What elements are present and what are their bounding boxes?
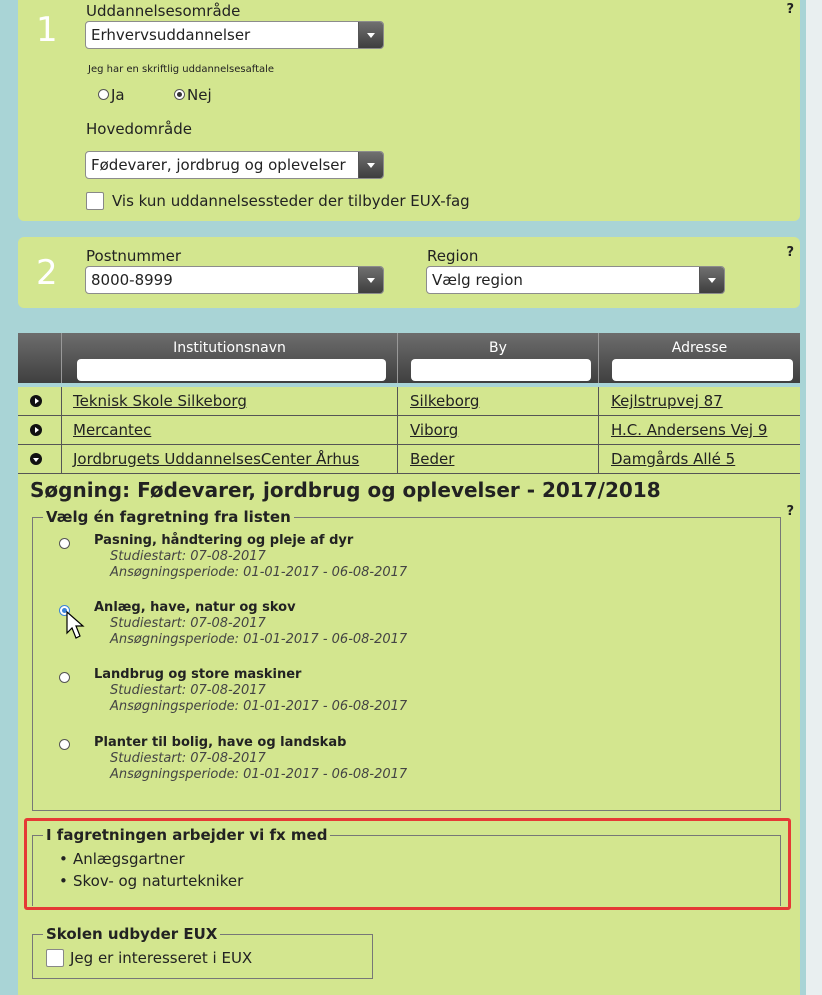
table-row[interactable] — [18, 416, 800, 445]
step1-panel — [18, 0, 800, 221]
table-row[interactable] — [18, 445, 800, 474]
column-divider — [598, 445, 599, 473]
option-start-3: Studiestart: 07-08-2017 — [110, 683, 266, 698]
step-number-2: 2 — [36, 253, 58, 293]
column-divider — [397, 387, 398, 415]
column-header-name[interactable]: Institutionsnavn — [173, 340, 286, 356]
search-title: Søgning: Fødevarer, jordbrug og oplevelser - 2017/2018 — [30, 478, 661, 502]
city-link[interactable]: Viborg — [410, 421, 459, 439]
work-item-1: • Anlægsgartner — [73, 850, 185, 868]
option-start-4: Studiestart: 07-08-2017 — [110, 751, 266, 766]
radio-yes-label[interactable]: Ja — [111, 86, 125, 104]
option-title-4[interactable]: Planter til bolig, have og landskab — [94, 735, 347, 750]
postal-label: Postnummer — [86, 247, 182, 265]
institution-name-link[interactable]: Teknisk Skole Silkeborg — [73, 392, 247, 410]
main-area-select-value: Fødevarer, jordbrug og oplevelser — [91, 156, 346, 174]
institution-name-link[interactable]: Jordbrugets UddannelsesCenter Århus — [73, 450, 360, 468]
cursor-icon — [66, 611, 88, 641]
help-icon[interactable]: ? — [786, 245, 794, 260]
option-title-3[interactable]: Landbrug og store maskiner — [94, 667, 302, 682]
table-row[interactable] — [18, 387, 800, 416]
work-item-2: • Skov- og naturtekniker — [73, 872, 243, 890]
area-select-value: Erhvervsuddannelser — [91, 26, 251, 44]
expand-row-icon[interactable] — [30, 395, 42, 407]
option-radio-1[interactable] — [59, 538, 70, 549]
address-link[interactable]: H.C. Andersens Vej 9 — [611, 421, 768, 439]
option-period-1: Ansøgningsperiode: 01-01-2017 - 06-08-2017 — [110, 565, 408, 580]
option-period-4: Ansøgningsperiode: 01-01-2017 - 06-08-2017 — [110, 767, 408, 782]
search-panel — [18, 474, 800, 995]
option-radio-4[interactable] — [59, 739, 70, 750]
city-link[interactable]: Beder — [410, 450, 455, 468]
eux-legend: Skolen udbyder EUX — [43, 925, 220, 943]
main-area-label: Hovedområde — [86, 120, 192, 138]
column-divider — [61, 416, 62, 444]
column-divider — [598, 416, 599, 444]
city-link[interactable]: Silkeborg — [410, 392, 480, 410]
column-divider — [61, 445, 62, 473]
column-header-city[interactable]: By — [489, 340, 507, 356]
chevron-down-icon — [358, 152, 383, 178]
page-edge — [806, 0, 822, 995]
option-title-1[interactable]: Pasning, håndtering og pleje af dyr — [94, 533, 354, 548]
main-area-select[interactable] — [85, 151, 384, 179]
column-divider — [61, 387, 62, 415]
eux-only-label[interactable]: Vis kun uddannelsessteder der tilbyder EUX-fag — [112, 192, 470, 210]
chevron-down-icon — [358, 267, 383, 293]
filter-city-input[interactable] — [411, 359, 591, 381]
radio-yes[interactable] — [98, 89, 109, 100]
chevron-down-icon — [699, 267, 724, 293]
filter-name-input[interactable] — [77, 359, 386, 381]
radio-no[interactable] — [174, 89, 185, 100]
option-start-1: Studiestart: 07-08-2017 — [110, 549, 266, 564]
collapse-row-icon[interactable] — [30, 453, 42, 465]
option-start-2: Studiestart: 07-08-2017 — [110, 616, 266, 631]
eux-only-checkbox[interactable] — [86, 192, 104, 210]
column-divider — [397, 445, 398, 473]
option-title-2[interactable]: Anlæg, have, natur og skov — [94, 600, 296, 615]
eux-interest-checkbox[interactable] — [46, 949, 64, 967]
area-select[interactable] — [85, 21, 384, 49]
institution-name-link[interactable]: Mercantec — [73, 421, 152, 439]
expand-row-icon[interactable] — [30, 424, 42, 436]
option-period-2: Ansøgningsperiode: 01-01-2017 - 06-08-2017 — [110, 632, 408, 647]
region-select-value: Vælg region — [432, 271, 523, 289]
agreement-label: Jeg har en skriftlig uddannelsesaftale — [88, 64, 275, 75]
postal-select-value: 8000-8999 — [91, 271, 173, 289]
step-number-1: 1 — [36, 10, 58, 50]
column-divider — [598, 387, 599, 415]
area-label: Uddannelsesområde — [86, 2, 241, 20]
address-link[interactable]: Damgårds Allé 5 — [611, 450, 736, 468]
region-label: Region — [427, 247, 479, 265]
address-link[interactable]: Kejlstrupvej 87 — [611, 392, 723, 410]
column-header-address[interactable]: Adresse — [671, 340, 728, 356]
fagretning-legend: Vælg én fagretning fra listen — [43, 508, 294, 526]
table-header — [18, 333, 800, 383]
step2-panel — [18, 237, 800, 308]
option-radio-3[interactable] — [59, 672, 70, 683]
help-icon[interactable]: ? — [786, 2, 794, 17]
help-icon[interactable]: ? — [786, 504, 794, 519]
postal-select[interactable] — [85, 266, 384, 294]
filter-address-input[interactable] — [612, 359, 793, 381]
radio-no-label[interactable]: Nej — [187, 86, 212, 104]
chevron-down-icon — [358, 22, 383, 48]
column-divider — [397, 416, 398, 444]
work-fieldset — [32, 835, 781, 906]
region-select[interactable] — [426, 266, 725, 294]
work-legend: I fagretningen arbejder vi fx med — [43, 826, 330, 844]
eux-interest-label[interactable]: Jeg er interesseret i EUX — [70, 949, 253, 967]
option-period-3: Ansøgningsperiode: 01-01-2017 - 06-08-2017 — [110, 699, 408, 714]
